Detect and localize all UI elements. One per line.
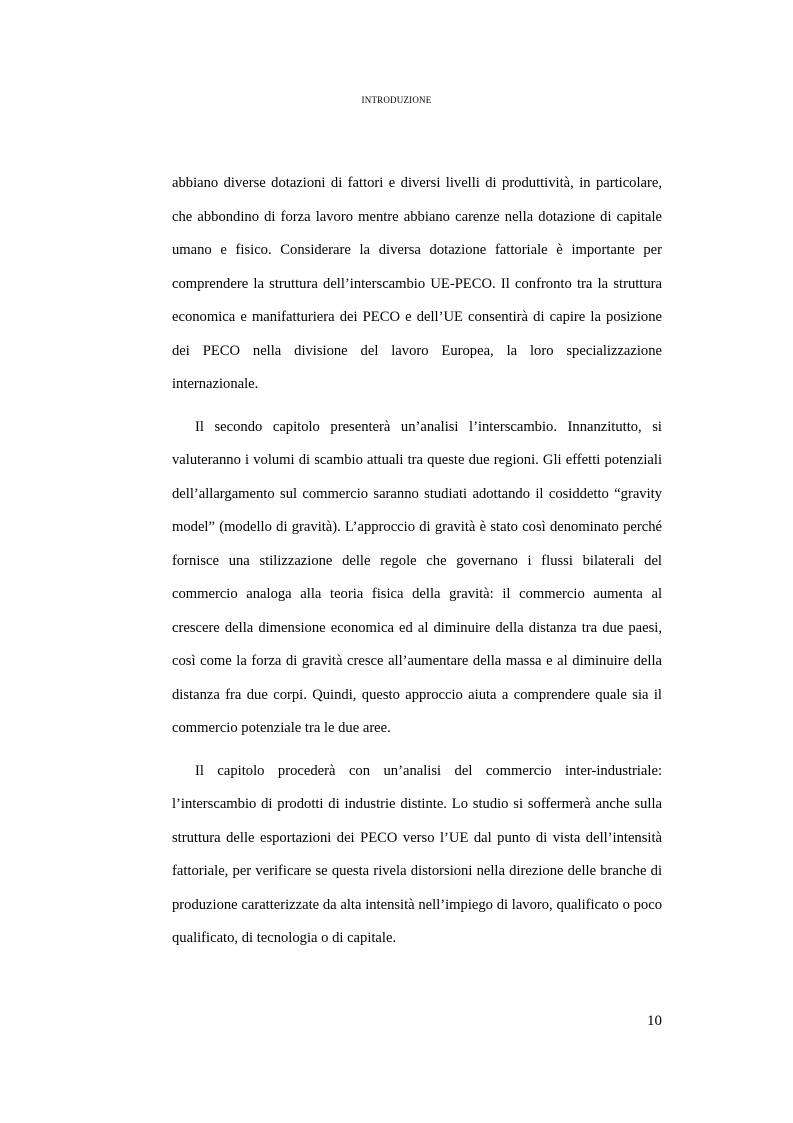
- page-number: 10: [647, 1013, 662, 1029]
- body-text: [172, 167, 662, 965]
- paragraph-inter-industrial: Il capitolo procederà con un’analisi del commercio inter-industriale: l’interscambio di prodotti di industrie distinte. Lo studio si soffermerà anche sulla struttura delle esportazioni dei PECO verso l’UE dal punto di vista dell’intensità fattoriale, per verificare se questa rivela distorsioni nella direzione delle branche di produzione caratterizzate da alta intensità nell’impiego di lavoro, qualificato o poco qualificato, di tecnologia o di capitale.: [172, 762, 662, 946]
- paragraph-second-chapter: Il secondo capitolo presenterà un’analisi l’interscambio. Innanzitutto, si valuteranno i volumi di scambio attuali tra queste due regioni. Gli effetti potenziali dell’allargamento sul commercio saranno studiati adottando il cosiddetto “gravity model” (modello di gravità). L’approccio di gravità è stato così denominato perché fornisce una stilizzazione delle regole che governano i flussi bilaterali del commercio analoga alla teoria fisica della gravità: il commercio aumenta al crescere della dimensione economica ed al diminuire della distanza tra due paesi, così come la forza di gravità cresce all’aumentare della massa e al diminuire della distanza fra due corpi. Quindi, questo approccio aiuta a comprendere quale sia il commercio potenziale tra le due aree.: [172, 418, 662, 736]
- paragraph-continuation: abbiano diverse dotazioni di fattori e diversi livelli di produttività, in particolare, che abbondino di forza lavoro mentre abbiano carenze nella dotazione di capitale umano e fisico. Considerare la diversa dotazione fattoriale è importante per comprendere la struttura dell’interscambio UE-PECO. Il confronto tra la struttura economica e manifatturiera dei PECO e dell’UE consentirà di capire la posizione dei PECO nella divisione del lavoro Europea, la loro specializzazione internazionale.: [172, 175, 662, 392]
- running-header: INTRODUZIONE: [361, 95, 432, 105]
